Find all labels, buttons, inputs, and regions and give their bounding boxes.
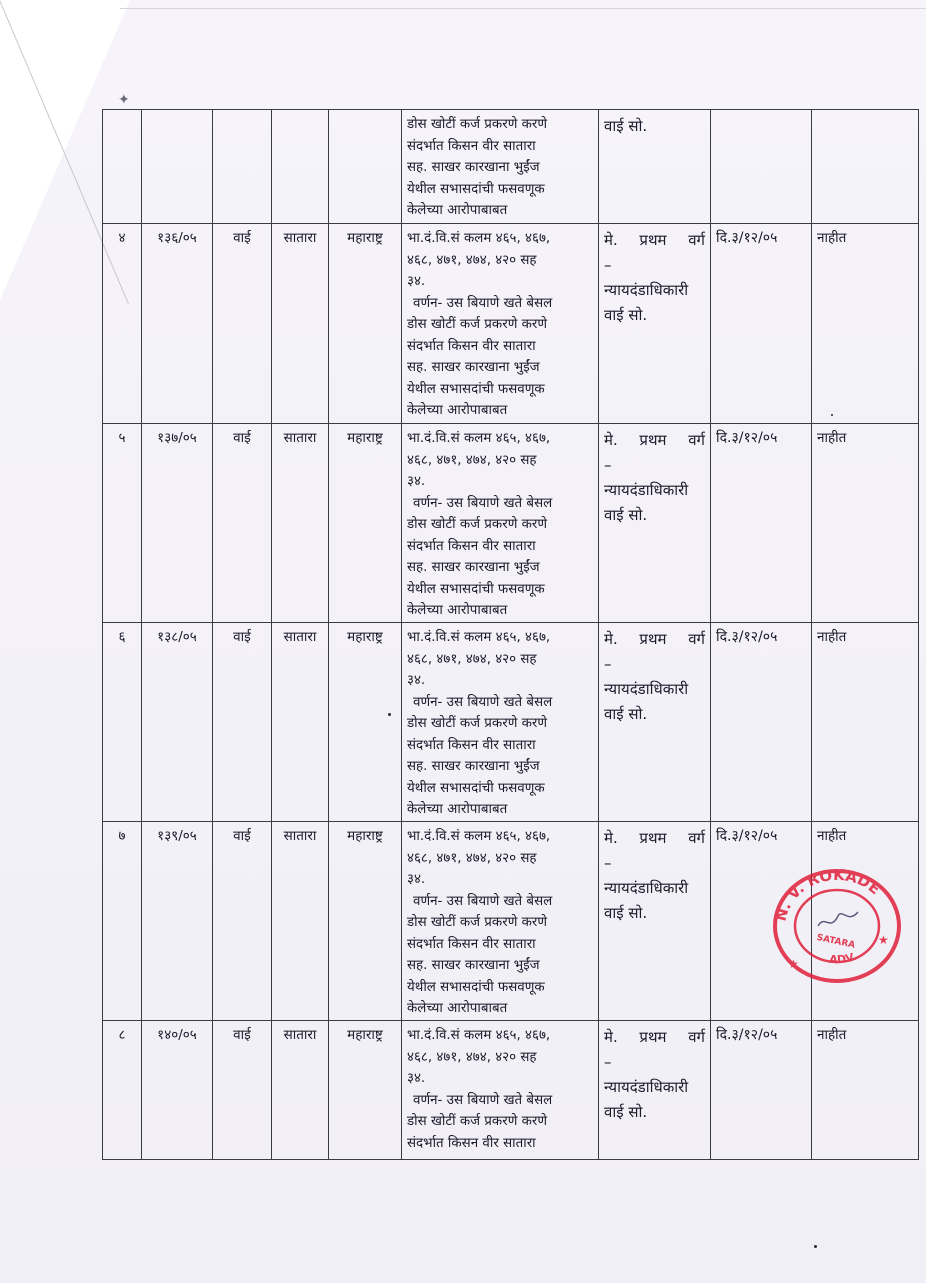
court-line: न्यायदंडाधिकारी [604,481,689,499]
table-row [103,424,919,623]
description-line: सह. साखर कारखाना भुईंज [407,360,540,375]
taluka: वाई [233,230,251,246]
court-title-line [604,627,705,652]
state: महाराष्ट्र [347,430,383,446]
serial-number: ७ [118,828,126,844]
taluka-cell [213,822,272,1021]
court-line: वाई सो. [604,506,648,524]
state: महाराष्ट्र [347,828,383,844]
empty-cell [272,110,329,224]
description-line: वर्णन- उस बियाणे खते बेसल [413,495,553,511]
description-cell [402,822,599,1021]
state-cell [329,623,402,822]
description-line: वर्णन- उस बियाणे खते बेसल [413,1092,553,1108]
empty-cell [213,110,272,224]
description-line: डोस खोटीं कर्ज प्रकरणे करणे [407,716,548,731]
signature-scribble-icon [818,912,858,926]
stamp-star-icon: ★ [878,933,889,947]
date: दि.३/१२/०५ [716,1027,778,1043]
court-word: मे. [604,431,618,449]
court-word: मे. [604,630,618,648]
description-line: डोस खोटीं कर्ज प्रकरणे करणे [407,1114,548,1129]
case-number-cell [142,623,213,822]
description-line: डोस खोटीं कर्ज प्रकरणे करणे [407,317,548,332]
case-number: १४०/०५ [157,1027,197,1043]
serial-number-cell [103,1021,142,1160]
description-line: केलेच्या आरोपाबाबत [407,603,508,618]
description-line: ४६८, ४७१, ४७४, ४२० सह [407,1049,537,1065]
scan-speck: ✦ [118,92,130,108]
district-cell [272,424,329,623]
status: नाहीत [817,629,847,645]
description-line: सह. साखर कारखाना भुईंज [407,560,540,575]
serial-number: ४ [118,230,126,246]
stamp-city-text: SATARA [815,932,856,951]
court-word: प्रथम [639,431,667,449]
serial-number-cell [103,424,142,623]
description-line: सह. साखर कारखाना भुईंज [407,958,540,973]
table-row [103,623,919,822]
case-number-cell [142,424,213,623]
court-title-line [604,1025,705,1050]
taluka-cell [213,424,272,623]
court-word: मे. [604,829,618,847]
description-line: ३४. [407,1071,426,1086]
description-line: भा.दं.वि.सं कलम ४६५, ४६७, [407,630,551,645]
scan-dot [814,1245,817,1248]
taluka: वाई [233,430,251,446]
description-line: वर्णन- उस बियाणे खते बेसल [413,893,553,909]
court-title-line [604,428,705,453]
taluka-cell [213,623,272,822]
status-cell [812,224,919,424]
court-word: प्रथम [639,1028,667,1046]
description-line: संदर्भात किसन वीर सातारा [407,936,536,952]
state: महाराष्ट्र [347,629,383,645]
court-line: वाई सो. [604,705,648,723]
empty-cell [329,110,402,224]
description-line: येथील सभासदांची फसवणूक [407,780,545,796]
description-line: वर्णन- उस बियाणे खते बेसल [413,694,553,710]
description-line: भा.दं.वि.सं कलम ४६५, ४६७, [407,431,551,446]
court-line: न्यायदंडाधिकारी [604,680,689,698]
paper-top-edge [120,8,926,9]
date: दि.३/१२/०५ [716,629,778,645]
serial-number: ५ [118,430,126,446]
case-number: १३७/०५ [157,430,197,446]
description-line: केलेच्या आरोपाबाबत [407,203,508,218]
description-line: ४६८, ४७१, ४७४, ४२० सह [407,651,537,667]
description-line: संदर्भात किसन वीर सातारा [407,1135,536,1151]
status: नाहीत [817,230,847,246]
empty-cell [711,110,812,224]
description-line: भा.दं.वि.सं कलम ४६५, ४६७, [407,829,551,844]
court-word: मे. [604,1028,618,1046]
description-line: येथील सभासदांची फसवणूक [407,979,545,995]
status: नाहीत [817,430,847,446]
court-cell [599,623,711,822]
description-line: संदर्भात किसन वीर सातारा [407,338,536,354]
court-line: – [604,655,612,673]
court-cell [599,110,711,224]
table-row [103,224,919,424]
description-line: ३४. [407,872,426,887]
stamp-name-text: N. V. ROKADE [771,866,884,924]
court-word: वर्ग [688,1028,705,1046]
description-cell [402,424,599,623]
court-title-line [604,228,705,253]
case-number: १३६/०५ [157,230,197,246]
date-cell [711,1021,812,1160]
court-line: – [604,854,612,872]
state-cell [329,424,402,623]
date: दि.३/१२/०५ [716,430,778,446]
district: सातारा [283,230,317,246]
description-line: ४६८, ४७१, ४७४, ४२० सह [407,850,537,866]
description-line: सह. साखर कारखाना भुईंज [407,759,540,774]
description-line: ३४. [407,274,426,289]
court-word: वर्ग [688,231,705,249]
court-word: प्रथम [639,630,667,648]
taluka-cell [213,1021,272,1160]
state: महाराष्ट्र [347,1027,383,1043]
serial-number-cell [103,224,142,424]
serial-number: ८ [118,1027,126,1043]
description-line: डोस खोटीं कर्ज प्रकरणे करणे [407,915,548,930]
stamp-star-icon: ★ [788,957,799,971]
description-line: भा.दं.वि.सं कलम ४६५, ४६७, [407,1028,551,1043]
empty-cell [812,110,919,224]
taluka-cell [213,224,272,424]
description-cell [402,1021,599,1160]
date: दि.३/१२/०५ [716,828,778,844]
empty-cell [142,110,213,224]
description-line: केलेच्या आरोपाबाबत [407,1001,508,1016]
court-line: न्यायदंडाधिकारी [604,1078,689,1096]
district-cell [272,1021,329,1160]
court-word: प्रथम [639,829,667,847]
state-cell [329,224,402,424]
case-number-cell [142,224,213,424]
court-line: – [604,1053,612,1071]
date: दि.३/१२/०५ [716,230,778,246]
description-line: केलेच्या आरोपाबाबत [407,403,508,418]
court-cell [599,1021,711,1160]
court-line: वाई सो. [604,1103,648,1121]
description-line: संदर्भात किसन वीर सातारा [407,737,536,753]
court-title-line [604,826,705,851]
date-cell [711,623,812,822]
empty-cell [103,110,142,224]
case-number-cell [142,1021,213,1160]
court-line: वाई सो. [604,904,648,922]
status: नाहीत [817,828,847,844]
district-cell [272,224,329,424]
status-cell [812,1021,919,1160]
district: सातारा [283,828,317,844]
court-line: वाई सो. [604,117,648,135]
description-cell [402,110,599,224]
court-word: वर्ग [688,630,705,648]
taluka: वाई [233,1027,251,1043]
district: सातारा [283,1027,317,1043]
description-line: संदर्भात किसन वीर सातारा [407,138,536,154]
description-line: ४६८, ४७१, ४७४, ४२० सह [407,252,537,268]
court-cell [599,224,711,424]
district: सातारा [283,430,317,446]
description-line: वर्णन- उस बियाणे खते बेसल [413,295,553,311]
stamp-inner-ring [795,890,879,962]
district: सातारा [283,629,317,645]
court-word: मे. [604,231,618,249]
description-line: येथील सभासदांची फसवणूक [407,181,545,197]
court-cell [599,424,711,623]
stamp-bottom-text: ADV. [828,949,859,967]
serial-number-cell [103,822,142,1021]
description-line: भा.दं.वि.सं कलम ४६५, ४६७, [407,231,551,246]
case-number: १३९/०५ [157,828,197,844]
description-line: संदर्भात किसन वीर सातारा [407,538,536,554]
taluka: वाई [233,629,251,645]
court-line: न्यायदंडाधिकारी [604,281,689,299]
status-cell [812,623,919,822]
state-cell [329,1021,402,1160]
court-line: न्यायदंडाधिकारी [604,879,689,897]
description-line: ४६८, ४७१, ४७४, ४२० सह [407,452,537,468]
district-cell [272,623,329,822]
description-line: सह. साखर कारखाना भुईंज [407,160,540,175]
description-line: ३४. [407,673,426,688]
serial-number-cell [103,623,142,822]
court-cell [599,822,711,1021]
description-line: डोस खोटीं कर्ज प्रकरणे करणे [407,517,548,532]
description-line: डोस खोटीं कर्ज प्रकरणे करणे [407,117,548,132]
description-line: येथील सभासदांची फसवणूक [407,581,545,597]
court-word: प्रथम [639,231,667,249]
date-cell [711,224,812,424]
table-row [103,110,919,224]
serial-number: ६ [118,629,126,645]
description-line: केलेच्या आरोपाबाबत [407,802,508,817]
case-table [102,109,919,1160]
table-row [103,1021,919,1160]
advocate-stamp [770,866,904,986]
status-cell [812,424,919,623]
court-word: वर्ग [688,829,705,847]
description-line: ३४. [407,474,426,489]
taluka: वाई [233,828,251,844]
state-cell [329,822,402,1021]
court-line: – [604,256,612,274]
court-line: वाई सो. [604,306,648,324]
description-cell [402,224,599,424]
district-cell [272,822,329,1021]
state: महाराष्ट्र [347,230,383,246]
date-cell [711,424,812,623]
description-line: येथील सभासदांची फसवणूक [407,381,545,397]
status: नाहीत [817,1027,847,1043]
case-number-cell [142,822,213,1021]
court-line: – [604,456,612,474]
description-cell [402,623,599,822]
case-number: १३८/०५ [157,629,197,645]
court-word: वर्ग [688,431,705,449]
